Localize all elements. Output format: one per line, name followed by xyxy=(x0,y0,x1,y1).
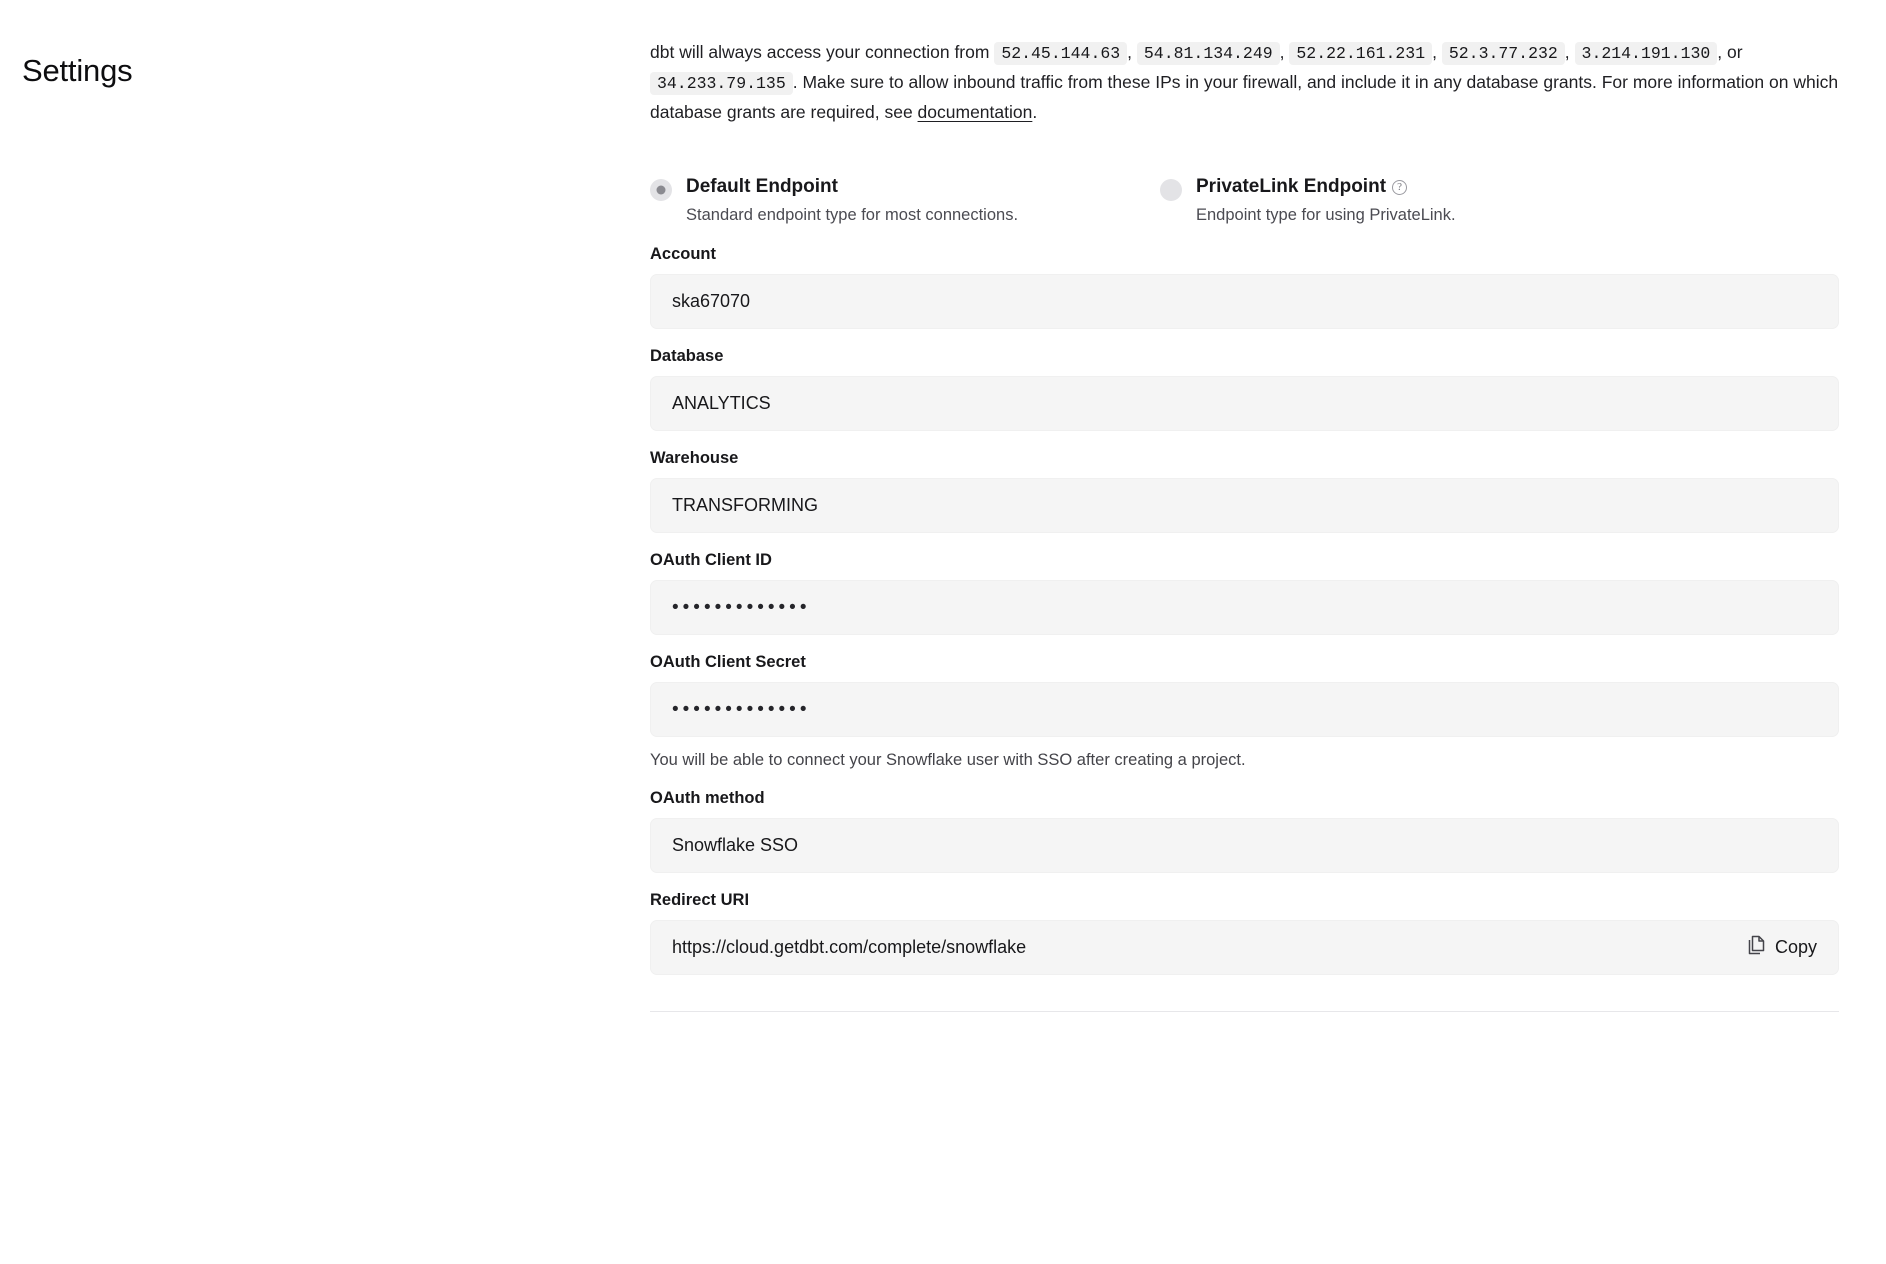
ip-address-2: 54.81.134.249 xyxy=(1137,42,1280,65)
radio-option-privatelink-endpoint[interactable] xyxy=(1160,174,1456,227)
page-title: Settings xyxy=(22,53,133,88)
value-redirect-uri: https://cloud.getdbt.com/complete/snowflake xyxy=(672,937,1027,957)
value-oauth-method: Snowflake SSO xyxy=(672,835,799,855)
value-database: ANALYTICS xyxy=(672,393,771,413)
ip-allowlist-description: dbt will always access your connection from 52.45.144.63 , 54.81.134.249 , 52.22.161.231 , 52.3.77.232 , 3.214.191.130 , or 34.233.79.135 . Make sure to allow inbound traffic from these IPs in your firewall, and include it in any database grants. For more information on which database grants are required, see documentation. xyxy=(650,42,1839,122)
label-redirect-uri: Redirect URI xyxy=(650,891,750,909)
input-oauth-client-secret[interactable] xyxy=(650,682,1839,737)
copy-button-label: Copy xyxy=(1774,937,1817,957)
ip-address-3: 52.22.161.231 xyxy=(1289,42,1432,65)
field-warehouse xyxy=(650,447,1839,533)
documentation-link[interactable]: documentation xyxy=(917,102,1033,122)
label-account: Account xyxy=(650,245,716,263)
intro-prefix: dbt will always access your connection from xyxy=(650,42,990,62)
radio-privatelink-endpoint-icon[interactable] xyxy=(1160,179,1182,201)
label-oauth-method: OAuth method xyxy=(650,789,765,807)
oauth-sso-hint: You will be able to connect your Snowflake user with SSO after creating a project. xyxy=(650,751,1246,769)
intro-middle: . Make sure to allow inbound traffic from these IPs in your firewall, and include it in any database grants. For more information on which database grants are required, see xyxy=(650,72,1839,122)
field-oauth-client-secret xyxy=(650,651,1839,771)
privatelink-endpoint-description: Endpoint type for using PrivateLink. xyxy=(1196,206,1456,224)
ip-address-4: 52.3.77.232 xyxy=(1442,42,1565,65)
input-redirect-uri[interactable] xyxy=(650,920,1839,975)
intro-suffix: . xyxy=(1032,102,1038,122)
value-oauth-client-id: ••••••••••••• xyxy=(672,597,811,618)
privatelink-endpoint-label: PrivateLink Endpoint xyxy=(1196,176,1387,197)
default-endpoint-description: Standard endpoint type for most connections. xyxy=(686,206,1019,224)
section-divider xyxy=(650,1011,1839,1012)
field-redirect-uri xyxy=(650,889,1839,975)
privatelink-endpoint-texts xyxy=(1196,174,1456,227)
copy-button[interactable] xyxy=(1731,935,1817,961)
ip-address-1: 52.45.144.63 xyxy=(994,42,1127,65)
field-oauth-method xyxy=(650,787,1839,873)
label-oauth-client-secret: OAuth Client Secret xyxy=(650,653,806,671)
intro-or: or xyxy=(1727,42,1743,62)
endpoint-type-radio-group xyxy=(650,174,1839,227)
input-oauth-method[interactable] xyxy=(650,818,1839,873)
radio-default-endpoint-icon[interactable] xyxy=(650,179,672,201)
ip-address-5: 3.214.191.130 xyxy=(1575,42,1718,65)
left-column xyxy=(0,26,650,1012)
ip-address-6: 34.233.79.135 xyxy=(650,72,793,95)
input-warehouse[interactable] xyxy=(650,478,1839,533)
default-endpoint-label: Default Endpoint xyxy=(686,176,838,197)
input-oauth-client-id[interactable] xyxy=(650,580,1839,635)
value-warehouse: TRANSFORMING xyxy=(672,495,818,515)
field-database xyxy=(650,345,1839,431)
help-circle-icon[interactable]: ? xyxy=(1392,180,1407,195)
label-warehouse: Warehouse xyxy=(650,449,739,467)
radio-option-default-endpoint[interactable] xyxy=(650,174,1160,227)
input-database[interactable] xyxy=(650,376,1839,431)
field-account xyxy=(650,243,1839,329)
value-account: ska67070 xyxy=(672,291,751,311)
value-oauth-client-secret: ••••••••••••• xyxy=(672,699,811,720)
field-oauth-client-id xyxy=(650,549,1839,635)
default-endpoint-texts xyxy=(686,174,1018,227)
input-account[interactable] xyxy=(650,274,1839,329)
connection-settings-panel xyxy=(650,26,1865,1012)
label-database: Database xyxy=(650,347,724,365)
copy-icon xyxy=(1747,935,1766,961)
label-oauth-client-id: OAuth Client ID xyxy=(650,551,772,569)
